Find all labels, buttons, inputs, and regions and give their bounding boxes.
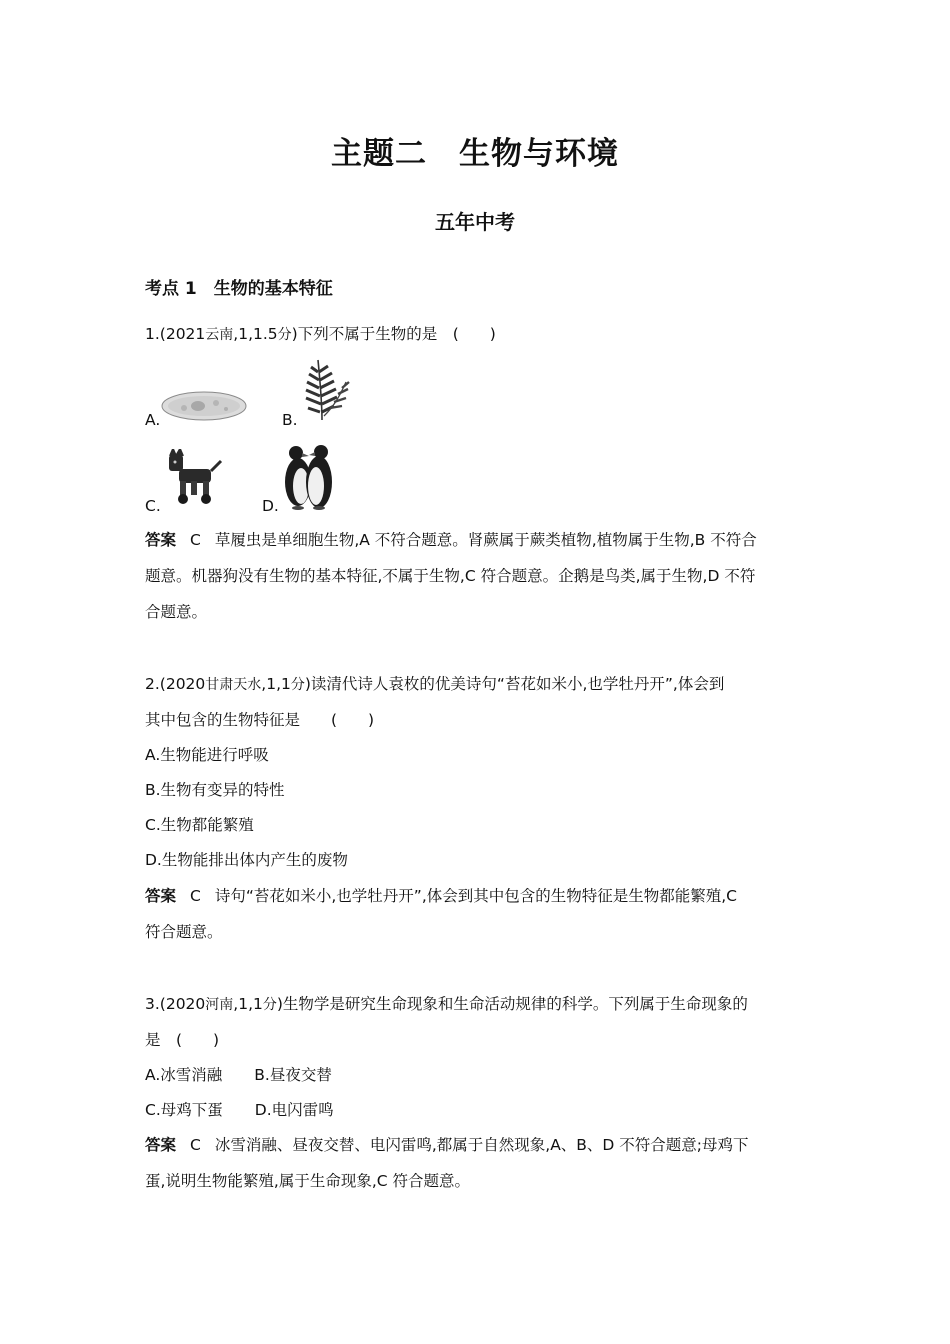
q1-answer-line-2: 题意。机器狗没有生物的基本特征,不属于生物,C 符合题意。企鹅是鸟类,属于生物,D 不符 (145, 567, 756, 585)
q3-option-c: C.母鸡下蛋 (145, 1101, 223, 1119)
q1-option-b: B. (282, 411, 298, 429)
question-2-stem: 2.(2020甘肃天水,1,1分)读清代诗人袁枚的优美诗句“苔花如米小,也学牡丹开”,体会到 (145, 675, 725, 693)
question-1-stem: 1.(2021云南,1,1.5分)下列不属于生物的是 ( ) (145, 325, 496, 343)
question-2-stem-line-2: 其中包含的生物特征是 ( ) (145, 711, 375, 729)
page-title: 主题二 生物与环境 (331, 136, 619, 172)
q1-option-a: A. (145, 411, 161, 429)
fern-icon (300, 356, 350, 422)
q2-option-d: D.生物能排出体内产生的废物 (145, 851, 348, 869)
q3-option-b: B.昼夜交替 (254, 1066, 332, 1084)
question-3-stem-line-2: 是 ( ) (145, 1031, 220, 1049)
page-subtitle: 五年中考 (435, 210, 515, 234)
q3-option-d: D.电闪雷鸣 (254, 1101, 334, 1119)
q3-option-a: A.冰雪消融 (145, 1066, 223, 1084)
q2-option-b: B.生物有变异的特性 (145, 781, 285, 799)
q3-options-row-1 (145, 1057, 810, 1093)
q1-answer-line-1: 答案 C 草履虫是单细胞生物,A 不符合题意。肾蕨属于蕨类植物,植物属于生物,B 不符合 (145, 531, 757, 549)
section-heading: 考点 1 生物的基本特征 (145, 279, 333, 299)
q3-answer-line-1: 答案 C 冰雪消融、昼夜交替、电闪雷鸣,都属于自然现象,A、B、D 不符合题意;母鸡下 (145, 1136, 749, 1154)
q3-options-row-2 (145, 1092, 810, 1128)
q2-option-a: A.生物能进行呼吸 (145, 746, 269, 764)
q1-option-d: D. (262, 497, 279, 515)
q3-answer-line-2: 蛋,说明生物能繁殖,属于生命现象,C 符合题意。 (145, 1172, 471, 1190)
q2-answer-line-2: 符合题意。 (145, 923, 223, 941)
robot-dog-icon (163, 449, 225, 505)
question-3-stem: 3.(2020河南,1,1分)生物学是研究生命现象和生命活动规律的科学。下列属于生命现象的 (145, 995, 748, 1013)
penguins-icon (282, 440, 336, 510)
q2-answer-line-1: 答案 C 诗句“苔花如米小,也学牡丹开”,体会到其中包含的生物特征是生物都能繁殖,C (145, 887, 738, 905)
q1-option-c: C. (145, 497, 161, 515)
q1-answer-line-3: 合题意。 (145, 603, 208, 621)
q2-option-c: C.生物都能繁殖 (145, 816, 254, 834)
paramecium-icon (160, 386, 248, 426)
